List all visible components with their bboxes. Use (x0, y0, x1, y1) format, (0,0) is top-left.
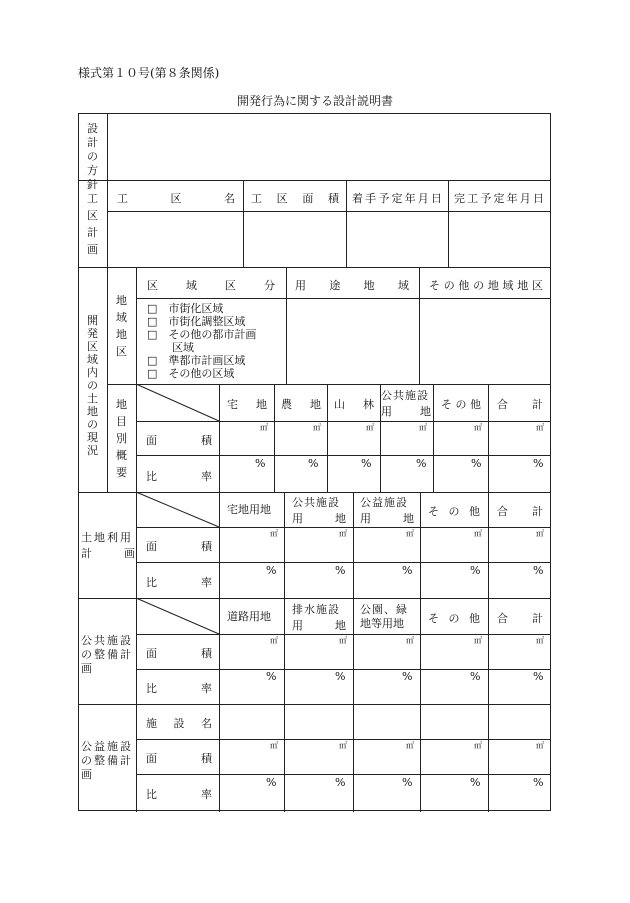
rule (420, 492, 421, 812)
header-public-facility-land: 用 地 (381, 405, 431, 418)
header-work-area-size: 工 区 面 積 (251, 192, 339, 205)
land-category-label: 地 目 別 概 要 (116, 398, 127, 479)
row-area-label: 面 積 (146, 434, 212, 447)
header-start-date: 着 手 予 定 年 月 日 (352, 192, 442, 205)
option-other-area[interactable]: □ その他の区域 (147, 367, 235, 380)
unit-percent: % (533, 457, 544, 470)
public-facility-plan-label-2: の整備計 (81, 648, 133, 661)
unit-sqm: ㎡ (474, 423, 482, 432)
header-total: 合 計 (497, 612, 543, 625)
unit-sqm: ㎡ (406, 529, 414, 538)
rule (419, 267, 420, 384)
unit-percent: % (266, 670, 277, 683)
rule (136, 298, 550, 299)
rule (79, 704, 550, 705)
rule (107, 211, 550, 212)
unit-percent: % (533, 564, 544, 577)
row-area-label: 面 積 (146, 752, 212, 765)
design-description-table (78, 113, 551, 811)
rule (107, 114, 108, 267)
rule (353, 492, 354, 812)
unit-sqm: ㎡ (270, 636, 278, 645)
unit-percent: % (533, 670, 544, 683)
rule (136, 267, 137, 812)
zoning-label: 地 域 地 区 (116, 294, 127, 358)
header-residential: 宅 地 (227, 398, 267, 411)
row-area-label: 面 積 (146, 540, 212, 553)
unit-percent: % (470, 564, 481, 577)
unit-sqm: ㎡ (536, 636, 544, 645)
header-total: 合 計 (497, 505, 543, 518)
header-drainage-facility-land: 用 地 (292, 619, 346, 632)
rule (284, 492, 285, 812)
option-quasi-city-planning[interactable]: □ 準都市計画区域 (147, 354, 246, 367)
header-other: そ の 他 (441, 398, 481, 411)
header-farmland: 農 地 (281, 398, 321, 411)
header-use-district: 用 途 地 域 (295, 279, 409, 292)
header-public-facility-land: 用 地 (292, 512, 346, 525)
unit-percent: % (402, 776, 413, 789)
unit-percent: % (361, 457, 372, 470)
public-facility-plan-label: 公共施設 (81, 634, 133, 647)
header-other-district: そ の 他 の 地 域 地 区 (429, 279, 543, 292)
rule (79, 267, 550, 268)
work-plan-label: 工 区 計 画 (87, 192, 98, 256)
unit-sqm: ㎡ (406, 636, 414, 645)
row-area-label: 面 積 (146, 647, 212, 660)
rule (448, 180, 449, 267)
unit-sqm: ㎡ (406, 741, 414, 750)
option-urbanization[interactable]: □ 市街化区域 (147, 302, 224, 315)
unit-sqm: ㎡ (339, 636, 347, 645)
header-public-facility: 公共施設 (381, 389, 429, 402)
unit-percent: % (335, 564, 346, 577)
benefit-facility-plan-label-2: の整備計 (81, 754, 133, 767)
unit-percent: % (308, 457, 319, 470)
header-residential-land: 宅地用地 (227, 503, 271, 516)
header-work-area-name: 工 区 名 (117, 192, 235, 205)
diagonal-line (136, 384, 220, 422)
header-area-division: 区 域 区 分 (147, 279, 275, 292)
unit-sqm: ㎡ (270, 741, 278, 750)
rule (107, 267, 108, 492)
unit-sqm: ㎡ (474, 636, 482, 645)
unit-sqm: ㎡ (366, 423, 374, 432)
unit-sqm: ㎡ (313, 423, 321, 432)
header-total: 合 計 (497, 398, 543, 411)
unit-percent: % (255, 457, 266, 470)
land-use-plan-label: 土地利用 (81, 531, 133, 544)
header-other: そ の 他 (428, 505, 480, 518)
unit-percent: % (470, 670, 481, 683)
rule (274, 384, 275, 492)
diagonal-line (136, 492, 220, 528)
unit-percent: % (335, 776, 346, 789)
unit-sqm: ㎡ (536, 423, 544, 432)
header-public-facility: 公共施設 (292, 496, 340, 509)
unit-percent: % (402, 670, 413, 683)
benefit-facility-plan-label-3: 画 (81, 768, 92, 781)
unit-sqm: ㎡ (339, 529, 347, 538)
public-facility-plan-label-3: 画 (81, 662, 92, 675)
policy-label: 設 計 の 方 針 (87, 122, 98, 191)
land-use-plan-label-2: 計 画 (81, 547, 135, 560)
rule (433, 384, 434, 492)
header-other: そ の 他 (428, 612, 480, 625)
header-completion-date: 完 工 予 定 年 月 日 (454, 192, 544, 205)
rule (488, 384, 489, 492)
option-urbanization-control[interactable]: □ 市街化調整区域 (147, 315, 246, 328)
header-benefit-facility-land: 用 地 (360, 512, 414, 525)
form-number: 様式第１０号(第８条関係) (78, 66, 220, 80)
unit-sqm: ㎡ (260, 423, 268, 432)
header-park-green: 公園、緑 (360, 603, 408, 616)
unit-sqm: ㎡ (419, 423, 427, 432)
diagonal-line (136, 598, 220, 635)
unit-sqm: ㎡ (474, 529, 482, 538)
unit-percent: % (471, 457, 482, 470)
header-drainage-facility: 排水施設 (292, 603, 340, 616)
unit-sqm: ㎡ (270, 529, 278, 538)
header-forest: 山 林 (334, 398, 374, 411)
rule (346, 180, 347, 267)
row-ratio-label: 比 率 (146, 682, 212, 695)
unit-sqm: ㎡ (339, 741, 347, 750)
current-status-label: 開 発 区 域 内 の 土 地 の 現 況 (87, 314, 98, 457)
row-facility-name-label: 施 設 名 (146, 717, 212, 730)
rule (243, 180, 244, 267)
rule (327, 384, 328, 492)
option-other-city-planning-cont: 区域 (172, 341, 194, 354)
header-benefit-facility: 公益施設 (360, 496, 408, 509)
unit-percent: % (266, 564, 277, 577)
unit-percent: % (470, 776, 481, 789)
unit-percent: % (335, 670, 346, 683)
benefit-facility-plan-label: 公益施設 (81, 740, 133, 753)
unit-sqm: ㎡ (474, 741, 482, 750)
unit-percent: % (533, 776, 544, 789)
unit-percent: % (416, 457, 427, 470)
rule (79, 180, 550, 181)
unit-percent: % (266, 776, 277, 789)
rule (488, 492, 489, 812)
rule (286, 267, 287, 384)
unit-sqm: ㎡ (536, 741, 544, 750)
row-ratio-label: 比 率 (146, 576, 212, 589)
row-ratio-label: 比 率 (146, 788, 212, 801)
row-ratio-label: 比 率 (146, 470, 212, 483)
document-title: 開発行為に関する設計説明書 (236, 94, 393, 108)
option-other-city-planning[interactable]: □ その他の都市計画 (147, 328, 257, 341)
header-park-green-land: 地等用地 (360, 617, 404, 630)
unit-sqm: ㎡ (536, 529, 544, 538)
unit-percent: % (402, 564, 413, 577)
header-road-land: 道路用地 (227, 610, 271, 623)
